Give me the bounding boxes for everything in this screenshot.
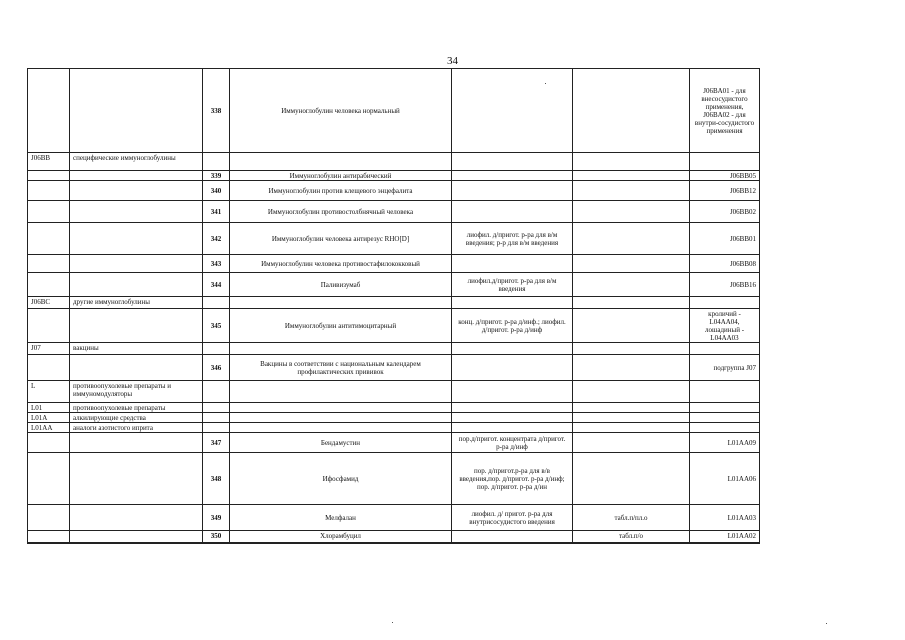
cell-form2 xyxy=(573,381,690,403)
table-row xyxy=(28,433,863,453)
cell-num: 343 xyxy=(203,255,230,273)
cell-atc: J06BB08 xyxy=(690,255,760,273)
cell-form xyxy=(452,153,573,171)
cell-num: 349 xyxy=(203,505,230,531)
cell-atc xyxy=(690,381,760,403)
table-row xyxy=(28,531,863,543)
cell-atc: J06BB05 xyxy=(690,171,760,181)
cell-atc xyxy=(690,153,760,171)
cell-num: 341 xyxy=(203,201,230,223)
cell-code xyxy=(28,181,70,201)
cell-atc: L01AA06 xyxy=(690,453,760,505)
cell-form2 xyxy=(573,153,690,171)
cell-num xyxy=(203,297,230,309)
cell-name xyxy=(230,343,452,355)
cell-atc: J06BB02 xyxy=(690,201,760,223)
cell-form xyxy=(452,69,573,153)
cell-atc: L01AA03 xyxy=(690,505,760,531)
cell-name xyxy=(230,381,452,403)
cell-name: Вакцины в соответствии с национальным календарем профилактических прививок xyxy=(230,355,452,381)
cell-form2 xyxy=(573,403,690,413)
cell-form xyxy=(452,355,573,381)
cell-group xyxy=(70,355,203,381)
table-row xyxy=(28,343,863,355)
cell-group: противоопухолевые препараты и иммуномодуляторы xyxy=(70,381,203,403)
cell-name: Иммуноглобулин против клещевого энцефалита xyxy=(230,181,452,201)
cell-group xyxy=(70,255,203,273)
cell-group: вакцины xyxy=(70,343,203,355)
cell-atc: J06BA01 - для внесосудистого применения, J06BA02 - для внутри-сосудистого применения xyxy=(690,69,760,153)
cell-atc: J06BB01 xyxy=(690,223,760,255)
cell-code xyxy=(28,453,70,505)
cell-form: конц. д/пригот. р-ра д/инф.; лиофил. д/пригот. р-ра д/инф xyxy=(452,309,573,343)
cell-group xyxy=(70,273,203,297)
cell-form2: табл.п/о xyxy=(573,531,690,543)
cell-atc xyxy=(690,423,760,433)
cell-name: Иммуноглобулин антирабический xyxy=(230,171,452,181)
cell-form xyxy=(452,297,573,309)
cell-name: Бендамустин xyxy=(230,433,452,453)
cell-num: 340 xyxy=(203,181,230,201)
cell-atc: L01AA02 xyxy=(690,531,760,543)
cell-atc: подгруппа J07 xyxy=(690,355,760,381)
cell-form: пор.д/пригот. концентрата д/пригот. р-ра д/инф xyxy=(452,433,573,453)
cell-name xyxy=(230,297,452,309)
cell-form xyxy=(452,255,573,273)
cell-num: 342 xyxy=(203,223,230,255)
cell-code: L01A xyxy=(28,413,70,423)
cell-group xyxy=(70,309,203,343)
cell-form2 xyxy=(573,69,690,153)
cell-atc xyxy=(690,343,760,355)
cell-name xyxy=(230,153,452,171)
cell-group xyxy=(70,201,203,223)
cell-code xyxy=(28,273,70,297)
cell-num: 345 xyxy=(203,309,230,343)
cell-code: L01 xyxy=(28,403,70,413)
table-row xyxy=(28,355,863,381)
cell-num xyxy=(203,413,230,423)
cell-form2 xyxy=(573,255,690,273)
table-row xyxy=(28,223,863,255)
cell-form: лиофил. д/ пригот. р-ра для внутрисосудистого введения xyxy=(452,505,573,531)
cell-group: противоопухолевые препараты xyxy=(70,403,203,413)
cell-num: 350 xyxy=(203,531,230,543)
cell-num xyxy=(203,423,230,433)
table-row xyxy=(28,453,863,505)
cell-form2 xyxy=(573,297,690,309)
cell-form2 xyxy=(573,201,690,223)
cell-code xyxy=(28,201,70,223)
cell-code xyxy=(28,309,70,343)
cell-code: L xyxy=(28,381,70,403)
cell-code: J07 xyxy=(28,343,70,355)
cell-form xyxy=(452,403,573,413)
cell-form xyxy=(452,201,573,223)
cell-form2 xyxy=(573,453,690,505)
cell-form2 xyxy=(573,181,690,201)
cell-form2 xyxy=(573,355,690,381)
cell-form2: табл.п/пл.о xyxy=(573,505,690,531)
cell-group xyxy=(70,433,203,453)
cell-name: Иммуноглобулин человека противостафилококковый xyxy=(230,255,452,273)
cell-form xyxy=(452,413,573,423)
cell-name: Иммуноглобулин антитимоцитарный xyxy=(230,309,452,343)
table-row xyxy=(28,69,863,153)
cell-group xyxy=(70,531,203,543)
cell-form: пор. д/пригот.р-ра для в/в введения,пор. д/пригот. р-ра д/инф; пор. д/пригот. р-ра д/ин xyxy=(452,453,573,505)
cell-group xyxy=(70,171,203,181)
cell-form2 xyxy=(573,343,690,355)
cell-group xyxy=(70,181,203,201)
scan-speck xyxy=(545,83,546,84)
cell-group: специфические иммуноглобулины xyxy=(70,153,203,171)
table-row xyxy=(28,297,863,309)
cell-atc xyxy=(690,403,760,413)
page-number: 34 xyxy=(447,55,458,67)
table-row xyxy=(28,505,863,531)
table-row xyxy=(28,201,863,223)
cell-code xyxy=(28,505,70,531)
cell-form xyxy=(452,381,573,403)
table-row xyxy=(28,181,863,201)
cell-form2 xyxy=(573,171,690,181)
cell-num: 344 xyxy=(203,273,230,297)
cell-group xyxy=(70,223,203,255)
cell-form xyxy=(452,181,573,201)
cell-code xyxy=(28,223,70,255)
cell-code: J06BB xyxy=(28,153,70,171)
cell-name xyxy=(230,413,452,423)
cell-code xyxy=(28,355,70,381)
cell-form2 xyxy=(573,433,690,453)
cell-group xyxy=(70,505,203,531)
cell-form2 xyxy=(573,423,690,433)
cell-num xyxy=(203,343,230,355)
cell-form2 xyxy=(573,223,690,255)
table-row xyxy=(28,381,863,403)
table-row xyxy=(28,171,863,181)
cell-num: 338 xyxy=(203,69,230,153)
drug-list-table xyxy=(27,68,863,544)
cell-name xyxy=(230,403,452,413)
cell-code xyxy=(28,69,70,153)
cell-name: Иммуноглобулин человека нормальный xyxy=(230,69,452,153)
table-row xyxy=(28,153,863,171)
cell-atc: J06BB16 xyxy=(690,273,760,297)
cell-name xyxy=(230,423,452,433)
cell-form xyxy=(452,171,573,181)
cell-num xyxy=(203,403,230,413)
scan-speck xyxy=(392,622,393,623)
cell-code: J06BC xyxy=(28,297,70,309)
cell-atc xyxy=(690,297,760,309)
cell-name: Ифосфамид xyxy=(230,453,452,505)
cell-name: Иммуноглобулин человека антирезус RHO[D] xyxy=(230,223,452,255)
cell-form2 xyxy=(573,413,690,423)
cell-num: 346 xyxy=(203,355,230,381)
cell-name: Хлорамбуцил xyxy=(230,531,452,543)
cell-form xyxy=(452,343,573,355)
table-row xyxy=(28,255,863,273)
cell-form xyxy=(452,423,573,433)
cell-group: алкилирующие средства xyxy=(70,413,203,423)
cell-group xyxy=(70,453,203,505)
scan-speck xyxy=(826,623,827,624)
cell-code xyxy=(28,433,70,453)
cell-code xyxy=(28,531,70,543)
cell-group: аналоги азотистого иприта xyxy=(70,423,203,433)
cell-atc: кроличий - L04AA04, лошадиный - L04AA03 xyxy=(690,309,760,343)
cell-atc: L01AA09 xyxy=(690,433,760,453)
cell-name: Мелфалан xyxy=(230,505,452,531)
table-row xyxy=(28,423,863,433)
cell-name: Паливизумаб xyxy=(230,273,452,297)
cell-code xyxy=(28,171,70,181)
cell-num xyxy=(203,153,230,171)
table-row xyxy=(28,309,863,343)
table-row xyxy=(28,403,863,413)
cell-form2 xyxy=(573,273,690,297)
cell-code xyxy=(28,255,70,273)
cell-code: L01AA xyxy=(28,423,70,433)
cell-form: лиофил. д/пригот. р-ра для в/м введения; р-р для в/м введения xyxy=(452,223,573,255)
cell-form: лиофил.д/пригот. р-ра для в/м введения xyxy=(452,273,573,297)
table-row xyxy=(28,273,863,297)
cell-group: другие иммуноглобулины xyxy=(70,297,203,309)
cell-num: 347 xyxy=(203,433,230,453)
cell-form2 xyxy=(573,309,690,343)
cell-atc xyxy=(690,413,760,423)
cell-num: 339 xyxy=(203,171,230,181)
cell-group xyxy=(70,69,203,153)
cell-num: 348 xyxy=(203,453,230,505)
table-row xyxy=(28,413,863,423)
cell-name: Иммуноглобулин противостолбнячный человека xyxy=(230,201,452,223)
cell-num xyxy=(203,381,230,403)
cell-atc: J06BB12 xyxy=(690,181,760,201)
cell-form xyxy=(452,531,573,543)
